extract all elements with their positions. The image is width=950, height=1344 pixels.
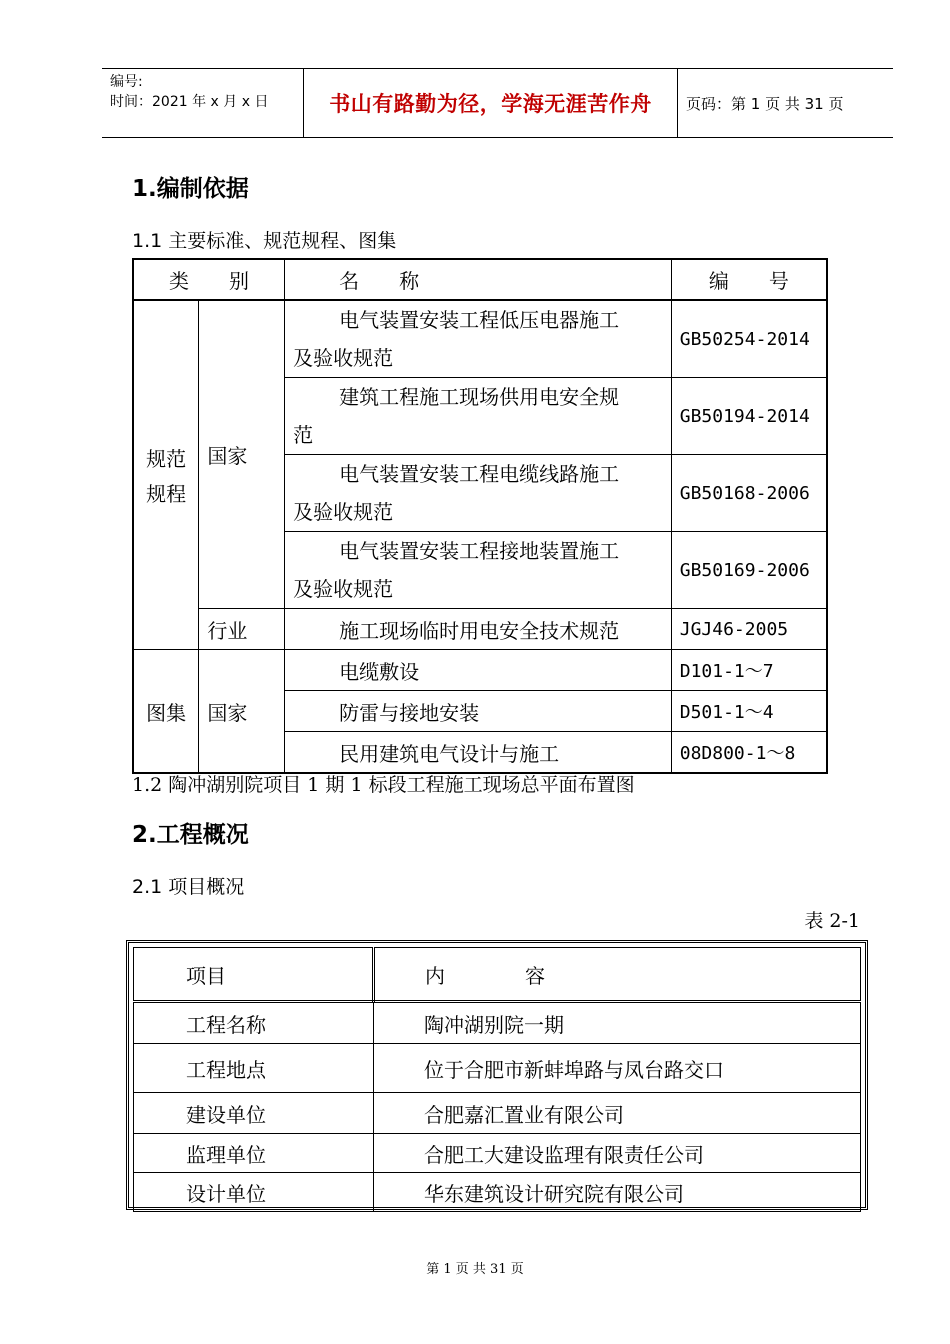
header-motto: 书山有路勤为径，学海无涯苦作舟 bbox=[329, 92, 652, 116]
row-key: 设计单位 bbox=[134, 1173, 374, 1212]
standards-header-row bbox=[133, 259, 827, 300]
page-header bbox=[102, 68, 893, 138]
section1-title: 1.编制依据 bbox=[132, 176, 249, 202]
table-caption: 表 2-1 bbox=[804, 910, 860, 932]
row-value: 合肥工大建设监理有限责任公司 bbox=[374, 1134, 861, 1173]
page-footer: 第 1 页 共 31 页 bbox=[426, 1262, 524, 1277]
header-name: 名 称 bbox=[285, 259, 672, 300]
header-motto-cell bbox=[304, 69, 678, 137]
row-value: 陶冲湖别院一期 bbox=[374, 1002, 861, 1044]
row-key: 监理单位 bbox=[134, 1134, 374, 1173]
standards-table bbox=[132, 258, 828, 774]
row-value: 华东建筑设计研究院有限公司 bbox=[374, 1173, 861, 1212]
standard-code: GB50194-2014 bbox=[671, 378, 827, 455]
header-content: 内 容 bbox=[374, 948, 861, 1002]
standard-name: 电气装置安装工程接地装置施工 及验收规范 bbox=[285, 532, 672, 609]
header-category: 类 别 bbox=[133, 259, 285, 300]
atlas-name: 防雷与接地安装 bbox=[285, 691, 672, 732]
header-item: 项目 bbox=[134, 948, 374, 1002]
group-label-atlas: 图集 bbox=[133, 650, 199, 774]
atlas-name: 民用建筑电气设计与施工 bbox=[285, 732, 672, 774]
header-page-label: 页码：第 1 页 共 31 页 bbox=[686, 94, 844, 113]
standard-code: GB50254-2014 bbox=[671, 300, 827, 378]
standard-code: JGJ46-2005 bbox=[671, 609, 827, 650]
row-value: 位于合肥市新蚌埠路与凤台路交口 bbox=[374, 1044, 861, 1093]
level-national: 国家 bbox=[199, 300, 285, 609]
standard-name: 建筑工程施工现场供用电安全规 范 bbox=[285, 378, 672, 455]
table-row bbox=[134, 1002, 861, 1044]
table-row bbox=[134, 1173, 861, 1212]
level-national-atlas: 国家 bbox=[199, 650, 285, 774]
project-table-frame bbox=[126, 940, 868, 1210]
atlas-code: D101-1～7 bbox=[671, 650, 827, 691]
table-row bbox=[133, 609, 827, 650]
group-label-standards: 规范 规程 bbox=[133, 300, 199, 650]
row-key: 建设单位 bbox=[134, 1093, 374, 1134]
atlas-code: 08D800-1～8 bbox=[671, 732, 827, 774]
standard-name: 电气装置安装工程低压电器施工 及验收规范 bbox=[285, 300, 672, 378]
standard-code: GB50168-2006 bbox=[671, 455, 827, 532]
table-row bbox=[134, 1044, 861, 1093]
row-value: 合肥嘉汇置业有限公司 bbox=[374, 1093, 861, 1134]
standard-name: 施工现场临时用电安全技术规范 bbox=[285, 609, 672, 650]
section1-subtitle: 1.1 主要标准、规范规程、图集 bbox=[132, 230, 397, 252]
doc-number-label: 编号: bbox=[110, 74, 143, 90]
row-key: 工程地点 bbox=[134, 1044, 374, 1093]
row-key: 工程名称 bbox=[134, 1002, 374, 1044]
header-page-cell bbox=[678, 69, 893, 137]
standard-code: GB50169-2006 bbox=[671, 532, 827, 609]
atlas-name: 电缆敷设 bbox=[285, 650, 672, 691]
table-row bbox=[134, 1134, 861, 1173]
atlas-code: D501-1～4 bbox=[671, 691, 827, 732]
doc-time-label: 时间：2021 年 x 月 x 日 bbox=[110, 94, 269, 110]
table-row bbox=[133, 650, 827, 691]
section2-subtitle: 2.1 项目概况 bbox=[132, 876, 245, 898]
header-code: 编 号 bbox=[671, 259, 827, 300]
project-header-row bbox=[134, 948, 861, 1002]
standard-name: 电气装置安装工程电缆线路施工 及验收规范 bbox=[285, 455, 672, 532]
table-row bbox=[134, 1093, 861, 1134]
level-industry: 行业 bbox=[199, 609, 285, 650]
section2-title: 2.工程概况 bbox=[132, 822, 249, 848]
section1-subtitle-2: 1.2 陶冲湖别院项目 1 期 1 标段工程施工现场总平面布置图 bbox=[132, 774, 635, 796]
table-row bbox=[133, 300, 827, 378]
project-table bbox=[133, 947, 861, 1212]
header-meta-cell bbox=[102, 69, 304, 137]
